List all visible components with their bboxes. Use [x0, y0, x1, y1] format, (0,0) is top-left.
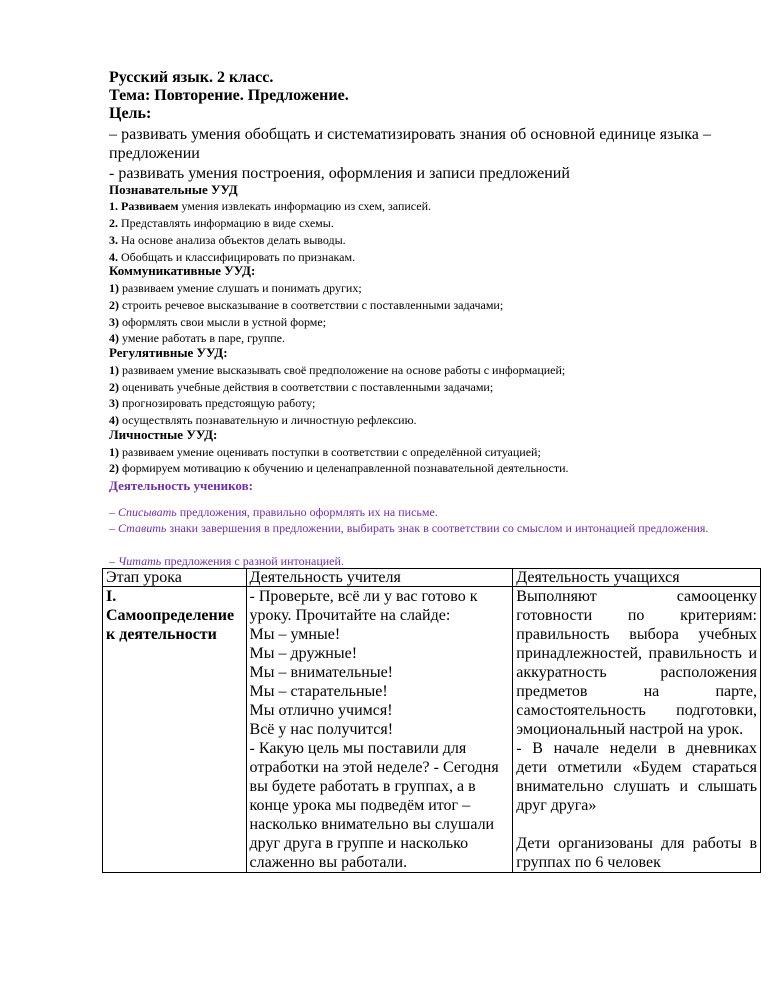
regulatory-item — [109, 380, 749, 394]
item-number: 2. — [109, 216, 118, 230]
item-text: Представлять информацию в виде схемы. — [118, 216, 334, 230]
regulatory-item — [109, 413, 749, 427]
personal-item — [109, 461, 749, 475]
personal-item — [109, 445, 749, 459]
goal-1: – развивать умения обобщать и систематизировать знания об основной единице языка – предложении — [109, 126, 711, 162]
item-text: формируем мотивацию к обучению и целенаправленной познавательной деятельности. — [119, 461, 569, 475]
activity-verb: Списывать — [118, 505, 177, 519]
item-number: 3) — [109, 396, 119, 410]
student-line: Выполняют самооценку готовности по критериям: правильность выбора учебных принадлежностей, правильность и аккуратность расположения предметов на парте, самостоятельность подготовки, эмоциональный настрой на урок. — [516, 588, 757, 738]
communicative-item — [109, 298, 749, 312]
students-cell — [513, 587, 761, 873]
item-text: развиваем умение оценивать поступки в соответствии с определённой ситуацией; — [119, 445, 541, 459]
item-number: 2) — [109, 461, 119, 475]
teacher-line: Мы – дружные! — [249, 645, 358, 662]
paragraph-gap — [516, 815, 757, 834]
item-text: прогнозировать предстоящую работу; — [119, 396, 316, 410]
regulatory-item — [109, 396, 749, 410]
theme-heading: Тема: Повторение. Предложение. — [109, 87, 349, 104]
regulatory-item — [109, 363, 749, 377]
goal-label: Цель: — [109, 105, 152, 122]
activity-dash: – — [109, 554, 118, 568]
communicative-item — [109, 315, 749, 329]
header-teacher: Деятельность учителя — [246, 569, 513, 587]
activity-dash: – — [109, 505, 118, 519]
item-number: 1. Развиваем — [109, 199, 179, 213]
cognitive-title: Познавательные УУД — [109, 182, 238, 197]
item-number: 1) — [109, 445, 119, 459]
student-line: Дети организованы для работы в группах по 6 человек — [516, 835, 757, 871]
teacher-line: Мы – умные! — [249, 626, 341, 643]
item-text: строить речевое высказывание в соответствии с поставленными задачами; — [119, 298, 504, 312]
item-text: оценивать учебные действия в соответствии с поставленными задачами; — [119, 380, 494, 394]
activity-text: предложения, правильно оформлять их на письме. — [176, 505, 438, 519]
activities-title: Деятельность учеников: — [109, 478, 253, 493]
cognitive-item — [109, 250, 749, 264]
document-page — [106, 0, 768, 994]
item-number: 3) — [109, 315, 119, 329]
item-number: 1) — [109, 363, 119, 377]
activity-item — [109, 505, 729, 519]
teacher-line: Мы отлично учимся! — [249, 702, 393, 719]
activity-verb: Читать — [118, 554, 162, 568]
student-line: - В начале недели в дневниках дети отметили «Будем стараться внимательно слушать и слышать друг друга» — [516, 740, 757, 814]
activity-text: предложения с разной интонацией. — [161, 554, 344, 568]
regulatory-title: Регулятивные УУД: — [109, 345, 228, 360]
activity-item — [109, 554, 729, 568]
item-text: развиваем умение слушать и понимать других; — [119, 281, 362, 295]
item-number: 1) — [109, 281, 119, 295]
item-text: На основе анализа объектов делать выводы. — [118, 233, 346, 247]
stage-cell: I. Самоопределение к деятельности — [103, 587, 247, 873]
lesson-table — [102, 568, 761, 873]
activity-dash: – — [109, 521, 118, 535]
item-text: Обобщать и классифицировать по признакам. — [118, 250, 356, 264]
table-row — [103, 587, 761, 873]
item-text: оформлять свои мысли в устной форме; — [119, 315, 327, 329]
table-header-row — [103, 569, 761, 587]
item-text: осуществлять познавательную и личностную рефлексию. — [119, 413, 417, 427]
item-number: 3. — [109, 233, 118, 247]
item-number: 4. — [109, 250, 118, 264]
header-stage: Этап урока — [103, 569, 247, 587]
header-students: Деятельность учащихся — [513, 569, 761, 587]
item-number: 4) — [109, 331, 119, 345]
cognitive-item — [109, 233, 749, 247]
item-number: 4) — [109, 413, 119, 427]
teacher-line: - Проверьте, всё ли у вас готово к уроку. Прочитайте на слайде: — [249, 588, 478, 624]
activity-verb: Ставить — [118, 521, 167, 535]
item-text: развиваем умение высказывать своё предположение на основе работы с информацией; — [119, 363, 566, 377]
subject-heading: Русский язык. 2 класс. — [109, 69, 274, 86]
teacher-line: Мы – внимательные! — [249, 664, 394, 681]
item-number: 2) — [109, 298, 119, 312]
item-text: умение работать в паре, группе. — [119, 331, 286, 345]
teacher-line: Всё у нас получится! — [249, 721, 394, 738]
communicative-item — [109, 331, 749, 345]
communicative-title: Коммуникативные УУД: — [109, 263, 256, 278]
activity-text: знаки завершения в предложении, выбирать знак в соответствии со смыслом и интонацией предложения. — [166, 521, 709, 535]
goal-2: - развивать умения построения, оформления и записи предложений — [109, 165, 570, 182]
teacher-cell — [246, 587, 513, 873]
cognitive-item — [109, 199, 749, 213]
communicative-item — [109, 281, 749, 295]
activity-item — [109, 521, 729, 535]
cognitive-item — [109, 216, 749, 230]
item-text: умения извлекать информацию из схем, записей. — [178, 199, 432, 213]
item-number: 2) — [109, 380, 119, 394]
teacher-line: Мы – старательные! — [249, 683, 388, 700]
teacher-line: - Какую цель мы поставили для отработки на этой неделе? - Сегодня вы будете работать в группах, а в конце урока мы подведём итог – насколько внимательно вы слушали друг друга в группе и насколько слаженно вы работали. — [249, 740, 499, 871]
personal-title: Личностные УУД: — [109, 427, 218, 442]
